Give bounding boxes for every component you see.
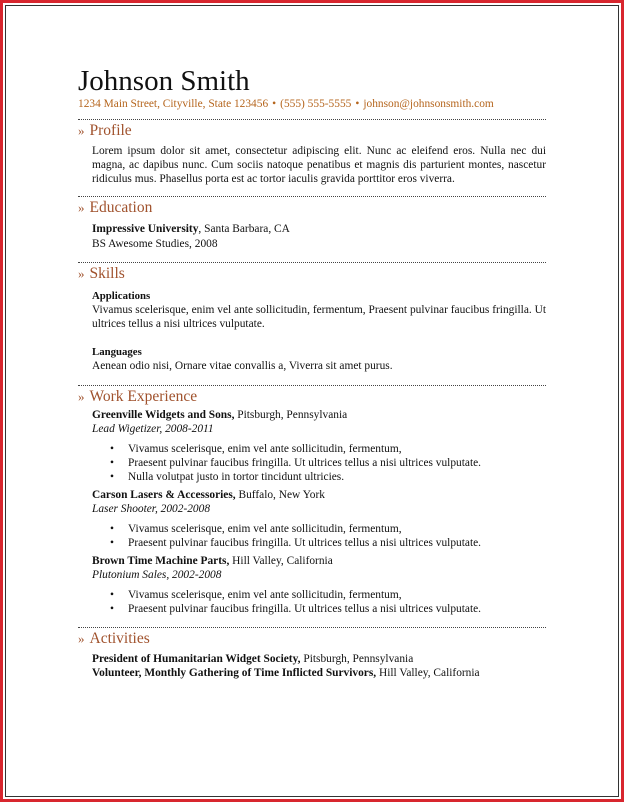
- section-heading: [78, 263, 546, 284]
- skills-languages-text: Aenean odio nisi, Ornare vitae convallis a, Viverra sit amet purus.: [92, 360, 393, 372]
- education-body: [78, 218, 546, 262]
- activity-item: [92, 666, 546, 680]
- chevron-icon: »: [78, 200, 85, 215]
- list-item: • Vivamus scelerisque, enim vel ante sollicitudin, fermentum,: [110, 522, 546, 536]
- job-company: Greenville Widgets and Sons,: [92, 409, 235, 421]
- section-heading: [78, 628, 546, 649]
- job-role: Lead Wigetizer, 2008-2011: [92, 423, 214, 435]
- section-skills: [78, 262, 546, 385]
- contact-phone: (555) 555-5555: [280, 98, 352, 110]
- contact-address: 1234 Main Street, Cityville, State 123456: [78, 98, 269, 110]
- job-entry: [92, 408, 546, 484]
- job-entry: [92, 554, 546, 616]
- list-item: • Nulla volutpat justo in tortor tincidunt ultricies.: [110, 470, 546, 484]
- job-bullets: [110, 442, 546, 484]
- section-heading: [78, 197, 546, 218]
- activities-body: [78, 649, 546, 680]
- job-company: Brown Time Machine Parts,: [92, 555, 230, 567]
- profile-text: Lorem ipsum dolor sit amet, consectetur adipiscing elit. Nunc ac eleifend eros. Nulla nec dui magna, ac dapibus nunc. Cum sociis natoque penatibus et magnis dis parturient montes, nascetur ridiculus mus. Phasellus porta est ac tortor iaculis gravida porttitor eros viverra.: [92, 145, 546, 185]
- contact-separator: •: [355, 98, 360, 110]
- job-location: Pitsburgh, Pennsylvania: [234, 409, 348, 421]
- list-item: • Praesent pulvinar faucibus fringilla. Ut ultrices tellus a nisi ultrices vulputate.: [110, 456, 546, 470]
- skills-applications-label: Applications: [92, 290, 151, 302]
- section-title: Activities: [89, 630, 150, 647]
- job-bullets: [110, 522, 546, 550]
- section-work-experience: [78, 385, 546, 627]
- chevron-icon: »: [78, 266, 85, 281]
- list-item: • Praesent pulvinar faucibus fringilla. Ut ultrices tellus a nisi ultrices vulputate.: [110, 536, 546, 550]
- school-name: Impressive University: [92, 223, 199, 235]
- section-title: Work Experience: [89, 388, 198, 405]
- activity-title: President of Humanitarian Widget Society,: [92, 653, 301, 665]
- job-location: Hill Valley, California: [229, 555, 333, 567]
- skills-applications-text: Vivamus scelerisque, enim vel ante sollicitudin, fermentum, Praesent pulvinar faucibus fringilla. Ut ultrices tellus a nisi ultrices vulputate.: [92, 304, 546, 330]
- section-title: Profile: [89, 122, 132, 139]
- skills-languages-label: Languages: [92, 346, 142, 358]
- job-entry: [92, 488, 546, 550]
- section-activities: [78, 627, 546, 680]
- school-location: , Santa Barbara, CA: [198, 223, 290, 235]
- job-bullets: [110, 588, 546, 616]
- resume-page: [78, 64, 546, 680]
- activity-title: Volunteer, Monthly Gathering of Time Inflicted Survivors,: [92, 667, 377, 679]
- contact-separator: •: [272, 98, 277, 110]
- list-item: • Praesent pulvinar faucibus fringilla. Ut ultrices tellus a nisi ultrices vulputate.: [110, 602, 546, 616]
- contact-email[interactable]: johnson@johnsonsmith.com: [363, 98, 494, 110]
- job-company: Carson Lasers & Accessories,: [92, 489, 236, 501]
- skills-body: [78, 284, 546, 385]
- list-item: • Vivamus scelerisque, enim vel ante sollicitudin, fermentum,: [110, 588, 546, 602]
- chevron-icon: »: [78, 631, 85, 646]
- job-role: Laser Shooter, 2002-2008: [92, 503, 211, 515]
- section-profile: [78, 119, 546, 196]
- job-company-line: [92, 408, 546, 422]
- job-company-line: [92, 554, 546, 568]
- chevron-icon: »: [78, 389, 85, 404]
- section-title: Skills: [89, 265, 125, 282]
- list-item: • Vivamus scelerisque, enim vel ante sollicitudin, fermentum,: [110, 442, 546, 456]
- section-title: Education: [89, 199, 153, 216]
- contact-line: [78, 98, 546, 110]
- education-degree: BS Awesome Studies, 2008: [92, 238, 218, 250]
- work-body: [78, 407, 546, 627]
- resume-name: Johnson Smith: [78, 65, 250, 97]
- section-heading: [78, 386, 546, 407]
- job-location: Buffalo, New York: [235, 489, 325, 501]
- activity-location: Hill Valley, California: [376, 667, 480, 679]
- activity-location: Pitsburgh, Pennsylvania: [300, 653, 414, 665]
- job-role: Plutonium Sales, 2002-2008: [92, 569, 222, 581]
- section-education: [78, 196, 546, 262]
- job-company-line: [92, 488, 546, 502]
- section-heading: [78, 120, 546, 141]
- education-school-line: [92, 222, 546, 236]
- activity-item: [92, 652, 546, 666]
- chevron-icon: »: [78, 123, 85, 138]
